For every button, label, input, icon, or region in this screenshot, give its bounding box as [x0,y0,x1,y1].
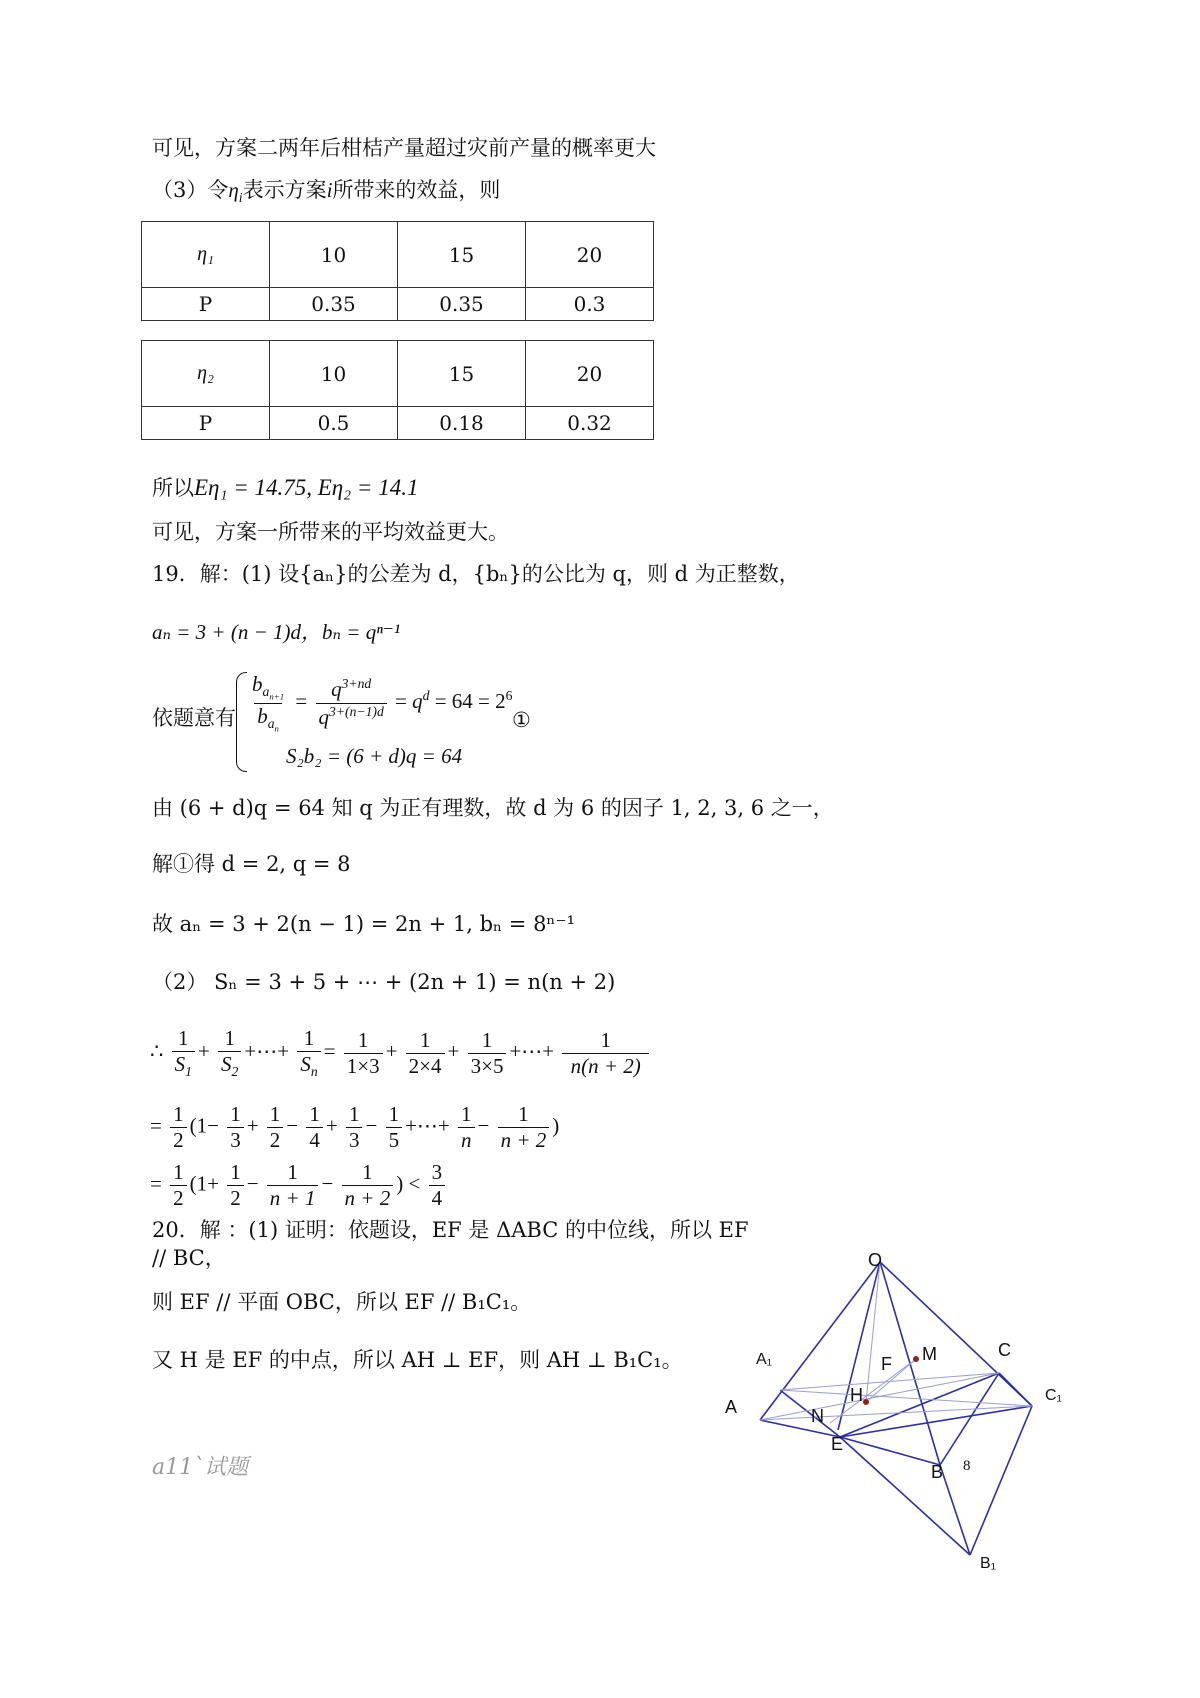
line-problem19-setup: 19．解：(1) 设{aₙ}的公差为 d，{bₙ}的公比为 q，则 d 为正整数， [152,562,800,586]
equals-sign: = [150,1113,162,1138]
line-parallel-bc: // BC， [152,1246,226,1270]
equals-sign: = [150,1171,162,1196]
geometry-figure [700,1240,1100,1580]
part3-suffix: 所带来的效益，则 [332,178,501,202]
therefore-symbol: ∴ [150,1039,164,1064]
label-O: O [868,1250,883,1270]
line-rational-argument: 由 (6 + d)q = 64 知 q 为正有理数，故 d 为 6 的因子 1, 2, 3, 6 之一， [152,796,834,820]
table1-value: 15 [398,222,526,288]
label-E: E [831,1434,844,1454]
line-conclusion-plan1: 可见，方案一所带来的平均效益更大。 [152,520,509,544]
distribution-table-eta2 [141,340,654,440]
edge-CE [840,1373,999,1437]
label-A1: A₁ [756,1351,773,1368]
table1-value: 20 [526,222,654,288]
table1-value: 10 [270,222,398,288]
system-row2: S₂b₂ = (6 + d)q = 64 [286,744,463,768]
table2-value: 15 [398,341,526,407]
plan-index: i [326,178,333,202]
line-expectations [152,474,418,502]
label-C1: C₁ [1045,1387,1062,1404]
power-fraction: $\frac{q^{3+nd}}{q^{3+(n-1)d}}$ [316,676,387,729]
label-A: A [725,1397,738,1417]
part3-middle: 表示方案 [242,178,327,202]
table2-value: 20 [526,341,654,407]
table2-value: 10 [270,341,398,407]
line-formulas: 故 aₙ = 3 + 2(n − 1) = 2n + 1, bₙ = 8ⁿ⁻¹ [152,912,576,936]
line-parallel-plane: 则 EF // 平面 OBC，所以 EF // B₁C₁。 [152,1290,532,1314]
table2-header: η₂ [142,341,270,407]
figure-labels [725,1250,1062,1572]
line-system-label: 依题意有 [152,706,236,730]
label-N: N [811,1406,824,1426]
table1-prob: 0.3 [526,288,654,321]
line-part3-intro [152,178,500,207]
line-general-terms: aₙ = 3 + (n − 1)d，bₙ = qⁿ⁻¹ [152,620,401,644]
line-bound: = $\frac{1}{2}$ (1+ $\frac{1}{2}$ − $\frac{1}{n + 1}$ − $\frac{1}{n + 2}$ ) < $\frac{3}{4}$ [150,1160,448,1211]
line-reciprocal-sum: ∴ $\frac{1}{S_1}$ + $\frac{1}{S_2}$ +⋯+ $\frac{1}{S_n}$ = $\frac{1}{1\times 3}$ + $\frac{1}{2\times 4}$ + $\frac{1}{3\times 5}$ +⋯+ $\frac{1}{n(n + 2)}$ [150,1026,652,1081]
edge-OC1 [880,1262,1032,1406]
line-part2-sum: （2） Sₙ = 3 + 5 + ⋯ + (2n + 1) = n(n + 2) [152,970,616,994]
part3-prefix: （3）令 [152,178,229,202]
system-row1: $\frac{b_{a_{n+1}}}{b_{a_n}}$ = $\frac{q^{3+nd}}{q^{3+(n-1)d}}$ = $q^d = 64 = 2^6$ [246,672,512,734]
point-H [863,1399,869,1405]
eta-subscript: i [238,190,243,206]
expectation-values: Eη₁ = 14.75, Eη₂ = 14.1 [194,475,419,500]
figure-hidden-edges [760,1262,1032,1423]
point-M [913,1356,919,1362]
label-8: 8 [963,1458,971,1474]
ratio-fraction: $\frac{b_{a_{n+1}}}{b_{a_n}}$ [252,672,285,734]
label-B1: B₁ [980,1555,997,1572]
line-telescoping: = $\frac{1}{2}$ (1− $\frac{1}{3}$ + $\frac{1}{2}$ − $\frac{1}{4}$ + $\frac{1}{3}$ − $\frac{1}{5}$ +⋯+ $\frac{1}{n}$ − $\frac{1}{n + 2}$ ) [150,1102,560,1153]
table2-prob: 0.32 [526,407,654,440]
line-solve-result: 解①得 d = 2, q = 8 [152,852,351,876]
distribution-table-eta1 [141,221,654,321]
label-B: B [931,1462,944,1482]
line-conclusion-plan2: 可见，方案二两年后柑桔产量超过灾前产量的概率更大 [152,136,656,160]
table1-header: η₁ [142,222,270,288]
equation-marker: ① [512,708,531,732]
table2-prob-label: P [142,407,270,440]
label-C: C [998,1340,1011,1360]
line-perpendicular: 又 H 是 EF 的中点，所以 AH ⊥ EF，则 AH ⊥ B₁C₁。 [152,1348,683,1372]
table1-prob-label: P [142,288,270,321]
table2-prob: 0.5 [270,407,398,440]
eta-symbol: η [228,178,239,202]
table1-prob: 0.35 [270,288,398,321]
label-F: F [881,1354,892,1374]
line-problem20-start: 20．解 ：(1) 证明：依题设，EF 是 ΔABC 的中位线，所以 EF [152,1218,749,1242]
table1-prob: 0.35 [398,288,526,321]
footer-watermark: a11`试题 [152,1455,249,1480]
table2-prob: 0.18 [398,407,526,440]
label-H: H [850,1385,863,1405]
edge-B1C1 [970,1406,1032,1555]
label-M: M [922,1344,937,1364]
expectation-prefix: 所以 [152,476,194,500]
edge-C1C [999,1373,1032,1406]
